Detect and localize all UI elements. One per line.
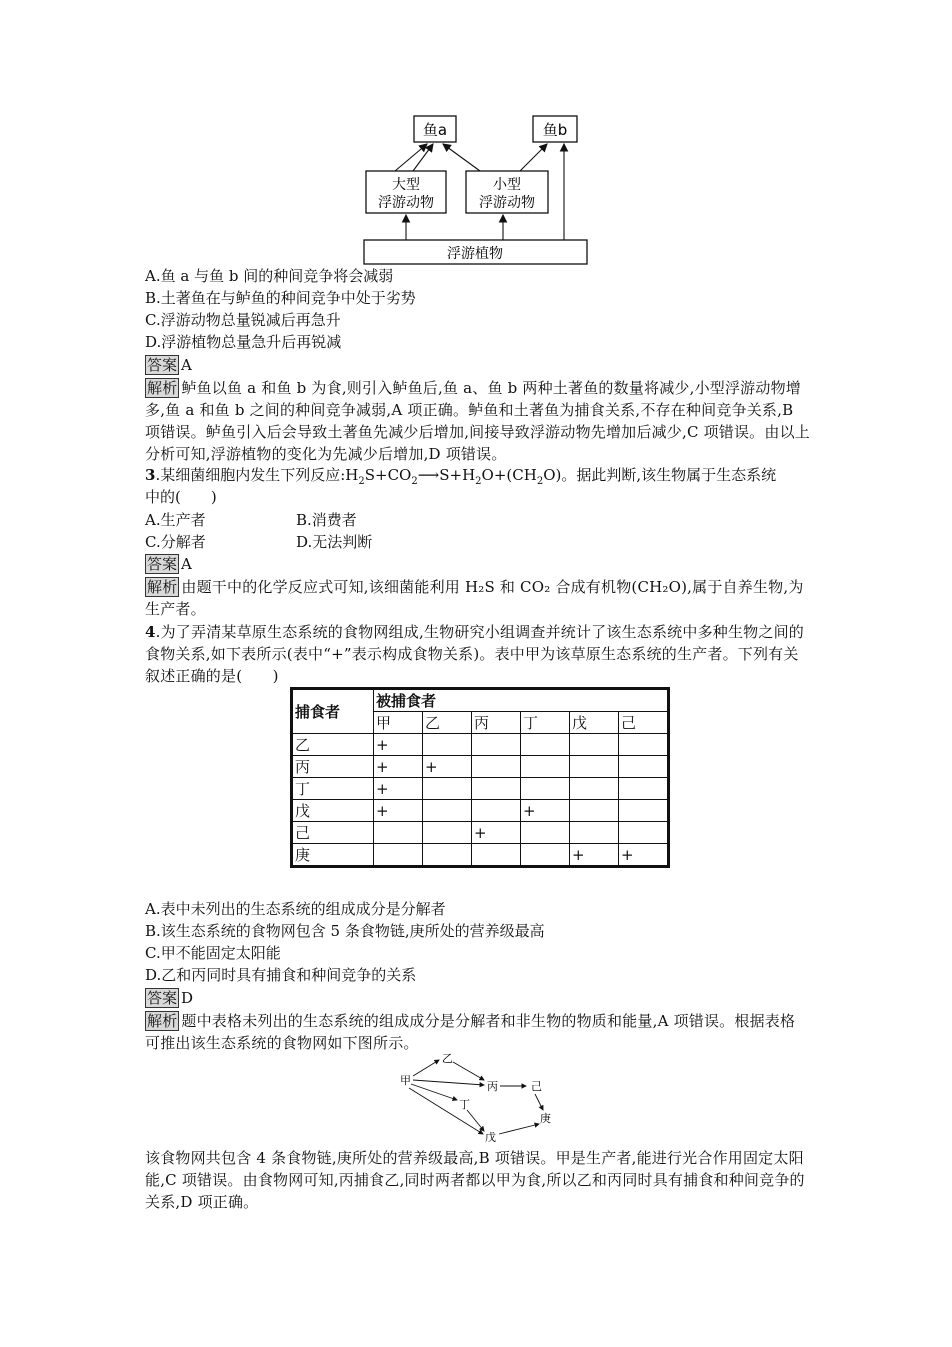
row-header: 己: [292, 822, 374, 844]
table-cell: [521, 756, 570, 778]
row-header: 乙: [292, 734, 374, 756]
table-row: [292, 800, 669, 822]
q4-option-a: A.表中未列出的生态系统的组成成分是分解者: [145, 900, 446, 918]
table-row: [292, 822, 669, 844]
q4-analysis-continued: 该食物网共包含 4 条食物链,庚所处的营养级最高,B 项错误。甲是生产者,能进行光合作用固定太阳能,C 项错误。由食物网可知,丙捕食乙,同时两者都以甲为食,所以乙和丙同时具有捕食和种间竞争的关系,D 项正确。: [145, 1149, 805, 1211]
q4-stem: [145, 621, 810, 687]
q2-option-a: A.鱼 a 与鱼 b 间的种间竞争将会减弱: [145, 267, 394, 285]
table-cell: [423, 734, 472, 756]
table-cell: [619, 822, 669, 844]
table-cell: +: [619, 844, 669, 867]
q2-analysis-text: 鲈鱼以鱼 a 和鱼 b 为食,则引入鲈鱼后,鱼 a、鱼 b 两种土著鱼的数量将减少,小型浮游动物增多,鱼 a 和鱼 b 之间的种间竞争减弱,A 项正确。鲈鱼和土著鱼为捕食关系,不存在种间竞争关系,B 项错误。鲈鱼引入后会导致土著鱼先减少后增加,间接导致浮游动物先增加后减少,C 项错误。由以上分析可知,浮游植物的变化为先减少后增加,D 项错误。: [145, 379, 810, 463]
col-header: 丙: [472, 712, 521, 734]
table-cell: [619, 734, 669, 756]
table-cell: [619, 756, 669, 778]
table-row: [292, 778, 669, 800]
q3-stem-c: S+H: [439, 466, 476, 484]
food-web-diagram-1: [355, 112, 590, 268]
analysis-tag: 解析: [147, 379, 178, 397]
q4-analysis-text: 题中表格未列出的生态系统的组成成分是分解者和非生物的物质和能量,A 项错误。根据表格可推出该生态系统的食物网如下图所示。: [145, 1012, 796, 1052]
table-cell: +: [423, 756, 472, 778]
row-header: 戊: [292, 800, 374, 822]
q3-analysis-text: 由题干中的化学反应式可知,该细菌能利用 H₂S 和 CO₂ 合成有机物(CH₂O),属于自养生物,为生产者。: [145, 578, 804, 618]
row-header: 丙: [292, 756, 374, 778]
table-row: [292, 734, 669, 756]
table-cell: [472, 756, 521, 778]
q3-option-a: A.生产者: [145, 511, 206, 529]
col-header: 乙: [423, 712, 472, 734]
row-header: 丁: [292, 778, 374, 800]
table-cell: [472, 734, 521, 756]
q2-option-d: D.浮游植物总量急升后再锐减: [145, 333, 342, 351]
row-header: 庚: [292, 844, 374, 867]
web-node-ji: 己: [531, 1080, 542, 1093]
q3-option-d: D.无法判断: [296, 533, 373, 551]
fish-b-label: 鱼b: [542, 121, 568, 139]
reaction-arrow: ⟶: [417, 466, 440, 484]
q3-answer-value: A: [181, 555, 192, 573]
table-cell: +: [374, 734, 423, 756]
table-cell: [374, 844, 423, 867]
answer-tag: 答案: [147, 989, 178, 1007]
q2-option-b: B.土著鱼在与鲈鱼的种间竞争中处于劣势: [145, 289, 416, 307]
table-cell: +: [374, 800, 423, 822]
q2-answer: [145, 355, 192, 376]
table-cell: [570, 778, 619, 800]
q3-option-b: B.消费者: [296, 511, 357, 529]
table-cell: [472, 800, 521, 822]
web-node-wu: 戊: [485, 1131, 496, 1144]
web-node-ding: 丁: [459, 1098, 470, 1111]
phytoplankton-label: 浮游植物: [447, 246, 503, 262]
table-cell: [521, 844, 570, 867]
table-cell: [521, 778, 570, 800]
table-cell: [521, 734, 570, 756]
table-cell: [374, 822, 423, 844]
table-cell: +: [374, 778, 423, 800]
table-cell: [570, 756, 619, 778]
col-header: 己: [619, 712, 669, 734]
fish-a-label: 鱼a: [422, 121, 448, 139]
table-cell: +: [521, 800, 570, 822]
q2-answer-value: A: [181, 356, 192, 374]
table-row: [292, 844, 669, 867]
q3-stem-d: O+(CH: [481, 466, 537, 484]
web-node-jia: 甲: [400, 1074, 411, 1087]
col-header: 甲: [374, 712, 423, 734]
q3-number: 3: [145, 466, 156, 484]
q3-sub-2: 2: [411, 476, 418, 487]
q4-option-d: D.乙和丙同时具有捕食和种间竞争的关系: [145, 966, 417, 984]
table-cell: +: [570, 844, 619, 867]
large-zooplankton-label-2: 浮游动物: [378, 195, 434, 211]
q3-sub-3: 2: [475, 476, 482, 487]
q4-answer: [145, 988, 193, 1009]
table-cell: [570, 734, 619, 756]
table-corner-header: 捕食者: [292, 689, 374, 734]
q3-option-c: C.分解者: [145, 533, 206, 551]
q3-stem: [145, 465, 776, 492]
analysis-tag: 解析: [147, 578, 178, 596]
q3-stem-b: S+CO: [364, 466, 412, 484]
table-cell: [619, 800, 669, 822]
q2-option-c: C.浮游动物总量锐减后再急升: [145, 311, 341, 329]
web-node-geng: 庚: [540, 1112, 551, 1125]
col-header: 丁: [521, 712, 570, 734]
q2-analysis: [145, 377, 810, 465]
q4-option-c: C.甲不能固定太阳能: [145, 944, 281, 962]
q4-analysis: [145, 1010, 810, 1054]
table-cell: [423, 822, 472, 844]
table-row: [292, 756, 669, 778]
q4-answer-value: D: [181, 989, 194, 1007]
food-relation-table: [290, 687, 670, 868]
table-cell: [521, 822, 570, 844]
q3-sub-4: 2: [536, 476, 544, 487]
answer-tag: 答案: [147, 555, 178, 573]
table-cell: [423, 778, 472, 800]
answer-tag: 答案: [147, 356, 178, 374]
q4-option-b: B.该生态系统的食物网包含 5 条食物链,庚所处的营养级最高: [145, 922, 545, 940]
web-node-bing: 丙: [487, 1080, 498, 1093]
q3-sub-1: 2: [358, 476, 365, 487]
q3-analysis: [145, 576, 810, 620]
table-cell: [570, 822, 619, 844]
table-cell: [472, 844, 521, 867]
table-group-header: 被捕食者: [374, 689, 669, 712]
web-node-yi: 乙: [442, 1052, 453, 1065]
table-cell: [423, 844, 472, 867]
table-cell: [570, 800, 619, 822]
q3-stem-a: .某细菌细胞内发生下列反应:H: [155, 466, 359, 484]
q3-answer: [145, 554, 192, 575]
table-cell: [472, 778, 521, 800]
q3-stem-e: O)。据此判断,该生物属于生态系统: [543, 466, 777, 484]
q4-number: 4: [145, 623, 156, 641]
table-cell: +: [374, 756, 423, 778]
col-header: 戊: [570, 712, 619, 734]
table-cell: +: [472, 822, 521, 844]
table-cell: [423, 800, 472, 822]
large-zooplankton-label-1: 大型: [392, 177, 420, 193]
analysis-tag: 解析: [147, 1012, 178, 1030]
q4-stem-text: .为了弄清某草原生态系统的食物网组成,生物研究小组调查并统计了该生态系统中多种生物之间的食物关系,如下表所示(表中“+”表示构成食物关系)。表中甲为该草原生态系统的生产者。下列有关叙述正确的是( ): [145, 623, 804, 685]
small-zooplankton-label-1: 小型: [493, 177, 521, 193]
table-cell: [619, 778, 669, 800]
food-web-diagram-2: [395, 1050, 565, 1148]
q3-stem-line2: 中的( ): [145, 488, 217, 506]
small-zooplankton-label-2: 浮游动物: [479, 195, 535, 211]
